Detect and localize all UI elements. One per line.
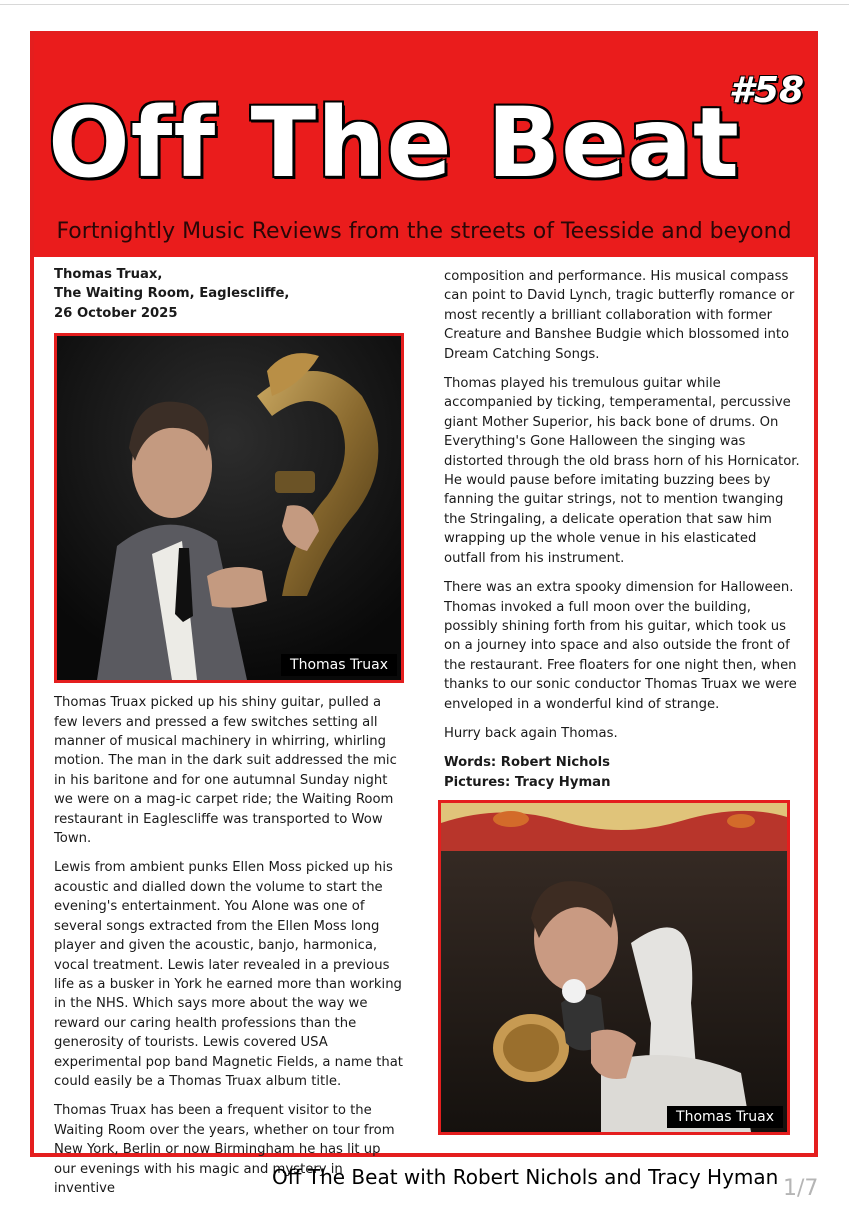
photo1-caption: Thomas Truax	[281, 654, 397, 676]
photo2-caption: Thomas Truax	[667, 1106, 783, 1128]
credit-pictures: Pictures: Tracy Hyman	[444, 774, 611, 790]
credits	[444, 753, 802, 792]
right-column	[444, 267, 802, 1135]
paragraph-history: Thomas Truax has been a frequent visitor to the Waiting Room over the years, whether on tour from New York, Berlin or now Birmingham he has lit up our evenings with his magic and mystery in inventive	[54, 1103, 395, 1196]
footer-text: Off The Beat with Robert Nichols and Tracy Hyman	[272, 1165, 779, 1189]
newsletter-title: Off The Beat	[48, 87, 740, 199]
heading-artist: Thomas Truax,	[54, 267, 163, 282]
paragraph-intro: Thomas Truax picked up his shiny guitar, pulled a few levers and pressed a few switches setting all manner of musical machinery in whirring, whirling motion. The man in the dark suit addressed the mic in his baritone and for one autumnal Sunday night we were on a mag-ic carpet ride; the Waiting Room restaurant in Eaglescliffe was transported to Wow Town.	[54, 695, 397, 847]
photo-performer-drum	[438, 800, 790, 1135]
photo-performer-horn	[54, 333, 404, 683]
credit-words: Words: Robert Nichols	[444, 755, 610, 771]
paragraph-halloween: There was an extra spooky dimension for Halloween. Thomas invoked a full moon over the building, possibly shining forth from his guitar, which took us on a journey into space and also outside the front of the restaurant. Free floaters for one night then, when thanks to our sonic conductor Thomas Truax we were enveloped in a wonderful kind of strange.	[444, 580, 797, 712]
paragraph-performance: Thomas played his tremulous guitar while accompanied by ticking, temperamental, percussive giant Mother Superior, his back bone of drums. On Everything's Gone Halloween the singing was distorted through the old brass horn of his Hornicator. He would pause before imitating buzzing bees by fanning the guitar strings, not to mention twanging the Stringaling, a delicate operation that saw him wrapping up the whole venue in his elasticated outfall from his instrument.	[444, 376, 800, 566]
page-number: 1/7	[783, 1176, 819, 1201]
newsletter-subtitle: Fortnightly Music Reviews from the streets of Teesside and beyond	[56, 219, 792, 244]
issue-number: #58	[728, 70, 804, 111]
left-column	[54, 265, 406, 1208]
paragraph-support-act: Lewis from ambient punks Ellen Moss picked up his acoustic and dialled down the volume to start the evening's entertainment. You Alone was one of several songs extracted from the Ellen Moss long player and given the acoustic, banjo, harmonica, vocal treatment. Lewis later revealed in a previous life as a busker in York he earned more than working in the NHS. Which says more about the way we reward our caring health professions than the generosity of tourists. Lewis covered USA experimental pop band Magnetic Fields, a name that could easily be a Thomas Truax album title.	[54, 860, 403, 1089]
masthead	[34, 35, 814, 257]
paragraph-influences: composition and performance. His musical compass can point to David Lynch, tragic butterfly romance or most recently a brilliant collaboration with former Creature and Banshee Budgie which blossomed into Dream Catching Songs.	[444, 269, 795, 362]
article-heading	[54, 265, 406, 323]
photo-performer-drum-image	[441, 803, 787, 1132]
paragraph-closing: Hurry back again Thomas.	[444, 725, 618, 741]
photo-performer-horn-image	[57, 336, 401, 680]
heading-venue: The Waiting Room, Eaglescliffe,	[54, 286, 290, 302]
heading-date: 26 October 2025	[54, 305, 178, 321]
top-divider	[0, 4, 849, 5]
